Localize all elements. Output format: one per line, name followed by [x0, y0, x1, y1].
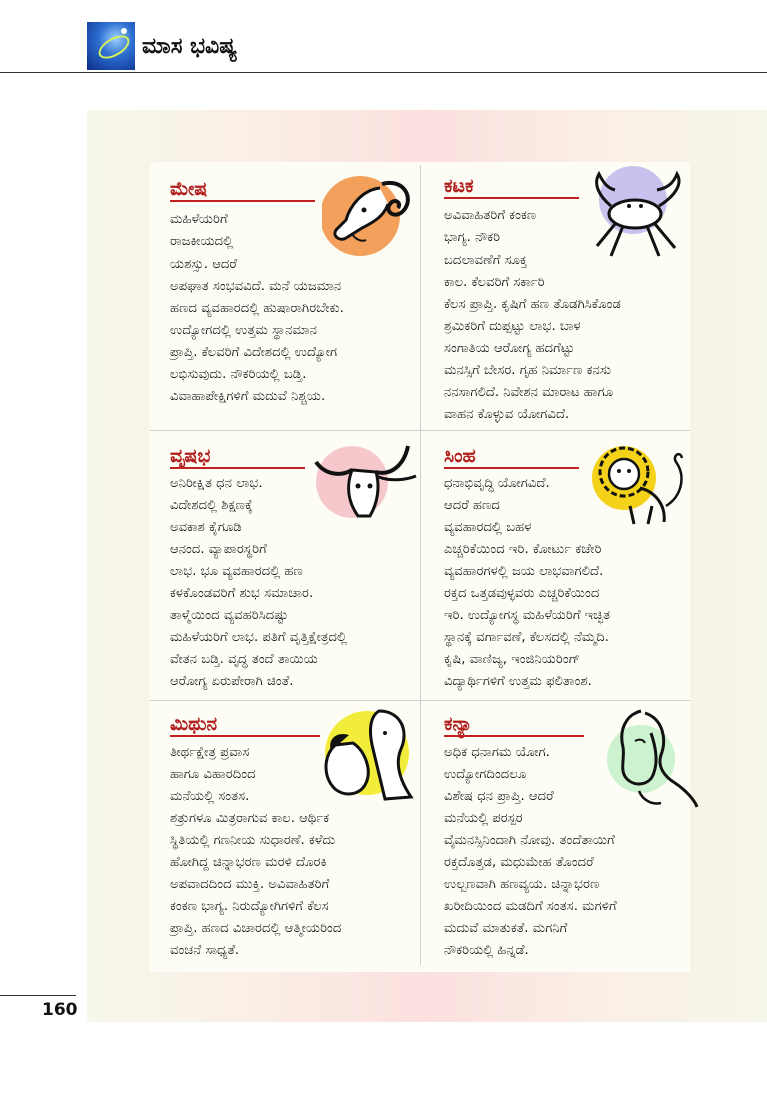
horoscope-line: ಆದರೆ ಹಣದ — [444, 498, 500, 513]
horoscope-line: ಹೋಗಿದ್ದ ಚಿನ್ನಾಭರಣ ಮರಳಿ ದೊರಕಿ — [170, 855, 327, 870]
horoscope-line: ಅಪವಾದದಿಂದ ಮುಕ್ತಿ. ಅವಿವಾಹಿತರಿಗೆ — [170, 877, 330, 892]
page-title: ಮಾಸ ಭವಿಷ್ಯ — [142, 34, 238, 59]
horoscope-line: ಉದ್ಯೋಗದಲ್ಲಿ ಉತ್ತಮ ಸ್ಥಾನಮಾನ — [170, 323, 318, 338]
footer-divider — [0, 995, 76, 996]
twins-icon — [315, 705, 417, 805]
horoscope-line: ತೀರ್ಥಕ್ಷೇತ್ರ ಪ್ರವಾಸ — [170, 745, 250, 760]
ram-icon — [322, 164, 418, 260]
horoscope-line: ಅವಕಾಶ ಕೈಗೂಡಿ — [170, 520, 242, 535]
horoscope-line: ಬದಲಾವಣೆಗೆ ಸೂಕ್ತ — [444, 253, 528, 268]
maiden-icon — [605, 705, 701, 809]
horoscope-line: ಕಾಲ. ಕೆಲವರಿಗೆ ಸರ್ಕಾರಿ — [444, 275, 545, 290]
horoscope-line: ಸ್ಥಿತಿಯಲ್ಲಿ ಗಣನೀಯ ಸುಧಾರಣೆ. ಕಳೆದು — [170, 833, 336, 848]
horoscope-line: ಪ್ರಾಪ್ತಿ. ಕೆಲವರಿಗೆ ವಿದೇಶದಲ್ಲಿ ಉದ್ಯೋಗ — [170, 345, 338, 360]
horoscope-line: ಅನಿರೀಕ್ಷಿತ ಧನ ಲಾಭ. — [170, 476, 263, 491]
page-number: 160 — [42, 1000, 78, 1020]
horoscope-line: ಮನೆಯಲ್ಲಿ ಪರಸ್ಪರ — [444, 811, 523, 826]
horoscope-line: ವಿದ್ಯಾರ್ಥಿಗಳಿಗೆ ಉತ್ತಮ ಫಲಿತಾಂಶ. — [444, 674, 592, 689]
horoscope-line: ರಕ್ತದೊತ್ತಡ, ಮಧುಮೇಹ ತೊಂದರೆ — [444, 855, 594, 870]
sign-name-gemini: ಮಿಥುನ — [170, 713, 218, 735]
horoscope-line: ಹಾಗೂ ವಿಹಾರದಿಂದ — [170, 767, 256, 782]
horoscope-line: ಆರೋಗ್ಯ ಏರುಪೇರಾಗಿ ಚಿಂತೆ. — [170, 674, 294, 689]
sign-underline — [444, 735, 584, 737]
horoscope-line: ಶ್ರಮಿಕರಿಗೆ ದುಪ್ಪಟ್ಟು ಲಾಭ. ಬಾಳ — [444, 319, 581, 334]
horoscope-line: ವ್ಯವಹಾರಗಳಲ್ಲಿ ಜಯ ಲಾಭವಾಗಲಿದೆ. — [444, 564, 604, 579]
sign-name-leo: ಸಿಂಹ — [444, 445, 476, 467]
horoscope-line: ಕಳಕೊಂಡವರಿಗೆ ಶುಭ ಸಮಾಚಾರ. — [170, 586, 314, 601]
horoscope-line: ವಿಶೇಷ ಧನ ಪ್ರಾಪ್ತಿ. ಆದರೆ — [444, 789, 554, 804]
horoscope-line: ಕೆಲಸ ಪ್ರಾಪ್ತಿ. ಕೃಷಿಗೆ ಹಣ ತೊಡಗಿಸಿಕೊಂಡ — [444, 297, 621, 312]
horoscope-line: ಧನಾಭಿವೃದ್ಧಿ ಯೋಗವಿದೆ. — [444, 476, 550, 491]
sign-underline — [170, 735, 320, 737]
horoscope-line: ಅಪಘಾತ ಸಂಭವವಿದೆ. ಮನೆ ಯಜಮಾನ — [170, 279, 342, 294]
horoscope-line: ಶತ್ರುಗಳೂ ಮಿತ್ರರಾಗುವ ಕಾಲ. ಆರ್ಥಿಕ — [170, 811, 330, 826]
row-divider — [150, 700, 690, 701]
horoscope-line: ಹಣದ ವ್ಯವಹಾರದಲ್ಲಿ ಹುಷಾರಾಗಿರಬೇಕು. — [170, 301, 344, 316]
horoscope-line: ವಾಹನ ಕೊಳ್ಳುವ ಯೋಗವಿದೆ. — [444, 407, 570, 422]
horoscope-line: ಇರಿ. ಉದ್ಯೋಗಸ್ಥ ಮಹಿಳೆಯರಿಗೆ ಇಚ್ಛಿತ — [444, 608, 611, 623]
horoscope-line: ವಿವಾಹಾಪೇಕ್ಷಿಗಳಿಗೆ ಮದುವೆ ನಿಶ್ಚಯ. — [170, 389, 326, 404]
sign-underline — [444, 467, 579, 469]
horoscope-line: ಸ್ಥಾನಕ್ಕೆ ವರ್ಗಾವಣೆ, ಕೆಲಸದಲ್ಲಿ ನೆಮ್ಮದಿ. — [444, 630, 609, 645]
horoscope-line: ವೇತನ ಬಡ್ತಿ. ವೃದ್ಧ ತಂದೆ ತಾಯಿಯ — [170, 652, 318, 667]
horoscope-line: ವ್ಯವಹಾರದಲ್ಲಿ ಬಹಳ — [444, 520, 532, 535]
horoscope-line: ಮಹಿಳೆಯರಿಗೆ — [170, 212, 228, 227]
crab-icon — [585, 166, 697, 266]
sign-underline — [170, 200, 315, 202]
horoscope-line: ಕಂಕಣ ಭಾಗ್ಯ. ನಿರುದ್ಯೋಗಿಗಳಿಗೆ ಕೆಲಸ — [170, 899, 329, 914]
sign-underline — [444, 197, 579, 199]
horoscope-line: ವೈಮನಸ್ಸಿನಿಂದಾಗಿ ನೋವು. ತಂದೆತಾಯಿಗೆ — [444, 833, 615, 848]
horoscope-line: ತಾಳ್ಮೆಯಿಂದ ವ್ಯವಹರಿಸಿದಷ್ಟು — [170, 608, 289, 623]
horoscope-line: ಕೃಷಿ, ವಾಣಿಜ್ಯ, ಇಂಜಿನಿಯರಿಂಗ್ — [444, 652, 581, 667]
horoscope-line: ಉದ್ಯೋಗದಿಂದಲೂ — [444, 767, 527, 782]
horoscope-line: ಸಂಗಾತಿಯ ಆರೋಗ್ಯ ಹದಗೆಟ್ಟು — [444, 341, 575, 356]
lion-icon — [590, 436, 690, 528]
horoscope-line: ಅವಿವಾಹಿತರಿಗೆ ಕಂಕಣ — [444, 208, 537, 223]
horoscope-line: ವಿದೇಶದಲ್ಲಿ ಶಿಕ್ಷಣಕ್ಕೆ — [170, 498, 253, 513]
horoscope-line: ಅಧಿಕ ಧನಾಗಮ ಯೋಗ. — [444, 745, 550, 760]
horoscope-line: ನೌಕರಿಯಲ್ಲಿ ಹಿನ್ನಡೆ. — [444, 943, 529, 958]
header-divider — [0, 72, 767, 73]
horoscope-line: ಲಾಭ. ಭೂ ವ್ಯವಹಾರದಲ್ಲಿ ಹಣ — [170, 564, 303, 579]
row-divider — [150, 430, 690, 431]
bull-icon — [312, 436, 418, 524]
horoscope-line: ಯಶಸ್ಸು. ಆದರೆ — [170, 257, 237, 272]
horoscope-line: ವಂಚನೆ ಸಾಧ್ಯತೆ. — [170, 943, 240, 958]
sign-name-aries: ಮೇಷ — [170, 178, 208, 200]
horoscope-line: ಉಲ್ಬಣವಾಗಿ ಹಣವ್ಯಯ. ಚಿನ್ನಾಭರಣ — [444, 877, 600, 892]
horoscope-line: ಖರೀದಿಯಿಂದ ಮಡದಿಗೆ ಸಂತಸ. ಮಗಳಿಗೆ — [444, 899, 617, 914]
horoscope-line: ರಕ್ತದ ಒತ್ತಡವುಳ್ಳವರು ಎಚ್ಚರಿಕೆಯಿಂದ — [444, 586, 600, 601]
star-icon — [121, 28, 127, 34]
orbit-ring-icon — [95, 31, 133, 64]
horoscope-line: ಮಹಿಳೆಯರಿಗೆ ಲಾಭ. ಪತಿಗೆ ವೃತ್ತಿಕ್ಷೇತ್ರದಲ್ಲಿ — [170, 630, 347, 645]
horoscope-line: ಪ್ರಾಪ್ತಿ. ಹಣದ ವಿಚಾರದಲ್ಲಿ ಆತ್ಮೀಯರಿಂದ — [170, 921, 342, 936]
column-divider — [420, 165, 421, 965]
horoscope-line: ಲಭಿಸುವುದು. ನೌಕರಿಯಲ್ಲಿ ಬಡ್ತಿ. — [170, 367, 307, 382]
sign-name-virgo: ಕನ್ಯಾ — [444, 713, 473, 735]
horoscope-line: ರಾಜಕೀಯದಲ್ಲಿ — [170, 234, 234, 249]
horoscope-line: ನನಸಾಗಲಿದೆ. ನಿವೇಶನ ಮಾರಾಟ ಹಾಗೂ — [444, 385, 614, 400]
horoscope-line: ಮದುವೆ ಮಾತುಕತೆ. ಮಗನಿಗೆ — [444, 921, 568, 936]
logo — [87, 22, 135, 70]
horoscope-line: ಮನಸ್ಸಿಗೆ ಬೇಸರ. ಗೃಹ ನಿರ್ಮಾಣ ಕನಸು — [444, 363, 612, 378]
sign-name-cancer: ಕಟಕ — [444, 175, 474, 197]
horoscope-line: ಆನಂದ. ವ್ಯಾಪಾರಸ್ಥರಿಗೆ — [170, 542, 267, 557]
sign-name-taurus: ವೃಷಭ — [170, 445, 211, 467]
sign-underline — [170, 467, 305, 469]
horoscope-line: ಭಾಗ್ಯ. ನೌಕರಿ — [444, 230, 501, 245]
horoscope-line: ಎಚ್ಚರಿಕೆಯಿಂದ ಇರಿ. ಕೋರ್ಟು ಕಚೇರಿ — [444, 542, 602, 557]
horoscope-line: ಮನೆಯಲ್ಲಿ ಸಂತಸ. — [170, 789, 250, 804]
